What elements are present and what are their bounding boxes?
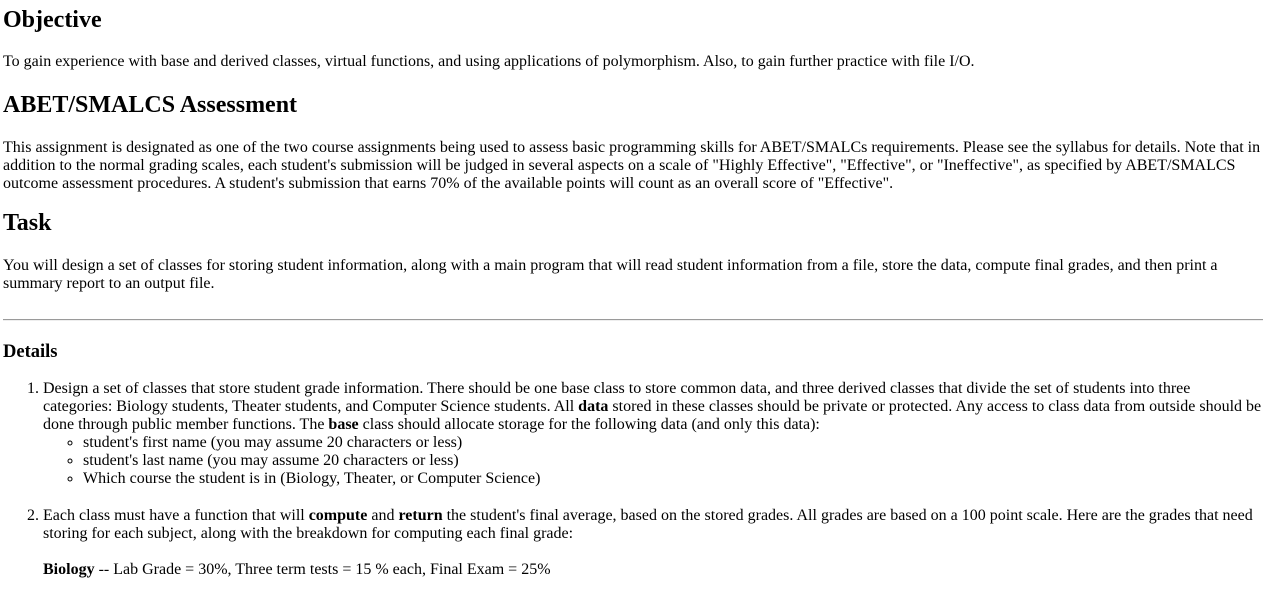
list-item: ◦ Which course the student is in (Biology, Theater, or Computer Science) [83, 470, 1263, 488]
item1-bold-base: base [328, 416, 359, 433]
item2-text-2: and [367, 507, 399, 524]
item2-text-1: Each class must have a function that will [43, 507, 309, 524]
item2-bold-compute: compute [308, 507, 368, 524]
biology-breakdown [43, 561, 1263, 579]
biology-breakdown-text: -- Lab Grade = 30%, Three term tests = 15 % each, Final Exam = 25% [94, 561, 551, 578]
item1-bold-data: data [578, 398, 609, 415]
task-text: You will design a set of classes for storing student information, along with a main program that will read student information from a file, store the data, compute final grades, and then print a summary report to an output file. [3, 257, 1218, 292]
abet-text: This assignment is designated as one of the two course assignments being used to assess basic programming skills for ABET/SMALCs requirements. Please see the syllabus for details. Note that in addition to the normal grading scales, each student's submission will be judged in several aspects on a scale of "Highly Effective", "Effective", or "Ineffective", as specified by ABET/SMALCS outcome assessment procedures. A student's submission that earns 70% of the available points will count as an overall score of "Effective". [3, 139, 1261, 192]
task-heading: Task [3, 210, 52, 236]
objective-heading: Objective [3, 7, 102, 33]
list-item: ◦ student's last name (you may assume 20 characters or less) [83, 452, 1263, 470]
details-heading: Details [3, 342, 58, 362]
objective-text: To gain experience with base and derived classes, virtual functions, and using applications of polymorphism. Also, to gain further practice with file I/O. [3, 53, 975, 70]
horizontal-rule [3, 319, 1263, 321]
item2-text-3: the student's final average, based on the stored grades. All grades are based on a 100 point scale. Here are the grades that need storing for each subject, along with the breakdown for computing each final grade: [43, 507, 1253, 542]
list-item: ◦ student's first name (you may assume 20 characters or less) [83, 434, 1263, 452]
item2-bold-return: return [398, 507, 443, 524]
details-item-2 [43, 507, 1263, 579]
item1-text-3: class should allocate storage for the following data (and only this data): [358, 416, 820, 433]
abet-heading: ABET/SMALCS Assessment [3, 92, 298, 118]
details-item-1 [43, 380, 1263, 488]
base-class-data-list [43, 434, 1263, 488]
item1-text-1: Design a set of classes that store student grade information. There should be one base class to store common data, and three derived classes that divide the set of students into three categories: Biology students, Theater students, and Computer Science students. All [43, 380, 1191, 415]
biology-label: Biology [43, 561, 95, 578]
details-list [3, 380, 1263, 579]
item1-text-2: stored in these classes should be private or protected. Any access to class data from outside should be done through public member functions. The [43, 398, 1262, 433]
